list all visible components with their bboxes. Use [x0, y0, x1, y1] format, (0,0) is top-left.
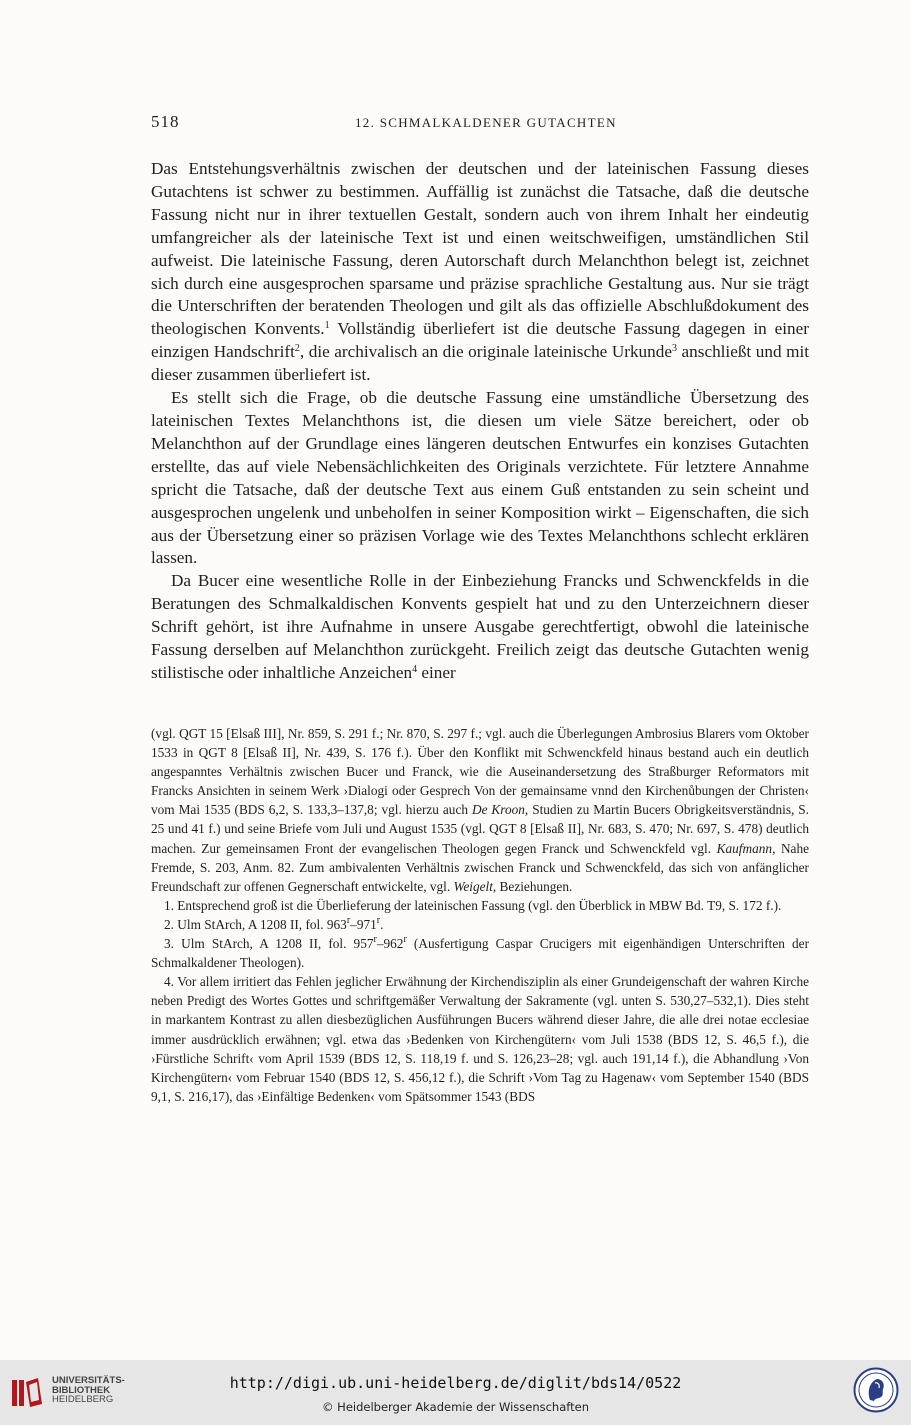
library-name: UNIVERSITÄTS- BIBLIOTHEK HEIDELBERG	[52, 1375, 125, 1405]
paragraph-1: Das Entstehungsverhältnis zwischen der deutschen und der lateinischen Fassung dieses Gutachtens ist schwer zu bestimmen. Auffällig ist zunächst die Tatsache, daß die deutsche Fassung nicht nur in ihrer textuellen Gestalt, sondern auch von ihrem Inhalt her eindeutig umfangreicher als der lateinische Text ist und einen weitschweifigen, umständlichen Stil aufweist. Die lateinische Fassung, deren Autorschaft durch Melanchthon belegt ist, zeichnet sich durch eine ausgesprochen sparsame und präzise sprachliche Gestaltung aus. Nur sie trägt die Unterschriften der beratenden Theologen und gilt als das offizielle Abschlußdokument des theologischen Konvents.$^1$ Vollständig überliefert ist die deutsche Fassung dagegen in einer einzigen Handschrift$^2$, die archivalisch an die originale lateinische Urkunde$^3$ anschließt und mit dieser zusammen überliefert ist.	[151, 159, 810, 385]
permalink-url[interactable]: http://digi.ub.uni-heidelberg.de/diglit/bds14/0522	[229, 1374, 682, 1392]
footnote-1: 1. Entsprechend groß ist die Überlieferung der lateinischen Fassung (vgl. den Überblick in MBW Bd. T9, S. 172 f.).	[164, 897, 782, 913]
copyright-notice: © Heidelberger Akademie der Wissenschaften	[322, 1400, 589, 1414]
academy-seal-icon	[853, 1367, 899, 1413]
footnote-ref-4: 4	[412, 663, 418, 675]
paragraph-3: Da Bucer eine wesentliche Rolle in der Einbeziehung Francks und Schwenckfelds in die Beratungen des Schmalkaldischen Konvents gespielt hat und zu den Unterzeichnern dieser Schrift gehört, ist ihre Aufnahme in unsere Ausgabe gerechtfertigt, obwohl die lateinische Fassung derselben auf Melanchthon zurückgeht. Freilich zeigt das deutsche Gutachten wenig stilistische oder inhaltliche Anzeichen$^4$ einer	[151, 571, 809, 682]
footnote-3: 3. Ulm StArch, A 1208 II, fol. 957$^r$–962$^r$ (Ausfertigung Caspar Crucigers mit eigenhändigen Unterschriften der Schmalkaldener Theologen).	[151, 934, 809, 971]
paragraph-2: Es stellt sich die Frage, ob die deutsche Fassung eine umständliche Übersetzung des lateinischen Textes Melanchthons ist, die diesen um viele Sätze bereichert, oder ob Melanchthon auf der Grundlage eines längeren deutschen Entwurfes ein konzises Gutachten erstellte, das auf viele Nebensächlichkeiten des Originals verzichtete. Für letztere Annahme spricht die Tatsache, daß der deutsche Text aus einem Guß entstanden zu sein scheint und ausgesprochen ungelenk und unbeholfen in seiner Komposition wirkt – Eigenschaften, die sich aus der Übersetzung einer so präzisen Vorlage wie des Textes Melanchthons schlecht erklären lassen.	[151, 388, 809, 568]
footnote-ref-1: 1	[324, 320, 330, 332]
page-number: 518	[151, 112, 180, 131]
footnote-4: 4. Vor allem irritiert das Fehlen jeglicher Erwähnung der Kirchendisziplin als einer Grundeigenschaft der wahren Kirche neben Predigt des Wortes Gottes und schriftgemäßer Verwaltung der Sakramente (vgl. unten S. 530,27–532,1). Dies steht in markantem Kontrast zu allen diesbezüglichen Ausführungen Bucers während dieser Jahre, die alle drei notae ecclesiae immer ausdrücklich erwähnen; vgl. etwa das ›Bedenken von Kirchengütern‹ vom Juli 1538 (BDS 12, S. 46,5 f.), die ›Fürstliche Schrift‹ vom April 1539 (BDS 12, S. 118,19 f. und S. 126,23–28; vgl. auch 191,14 f.), die Abhandlung ›Von Kirchengütern‹ vom Februar 1540 (BDS 12, S. 456,12 f.), die Schrift ›Vom Tag zu Hagenaw‹ vom September 1540 (BDS 9,1, S. 216,17), das ›Einfältige Bedenken‹ vom Spätsommer 1543 (BDS	[151, 974, 809, 1104]
viewer-footer	[0, 1360, 911, 1425]
footnote-ref-2: 2	[294, 343, 300, 355]
main-text	[151, 158, 809, 685]
footnote-2: 2. Ulm StArch, A 1208 II, fol. 963$^r$–971$^r$.	[164, 914, 384, 932]
running-title: 12. SCHMALKALDENER GUTACHTEN	[355, 115, 617, 130]
footnote-continuation: (vgl. QGT 15 [Elsaß III], Nr. 859, S. 291 f.; Nr. 870, S. 297 f.; vgl. auch die Überlegungen Ambrosius Blarers vom Oktober 1533 in QGT 8 [Elsaß II], Nr. 439, S. 176 f.). Über den Konflikt mit Schwenckfeld hinaus bestand auch ein deutlich angespanntes Verhältnis zwischen Bucer und Franck, wie die Auseinandersetzung des Straßburger Reformators mit Francks Ansichten in seinem Werk ›Dialogi oder Gesprech Von der gemainsame vnnd den Kirchenůbungen der Christen‹ vom Mai 1535 (BDS 6,2, S. 133,3–137,8; vgl. hierzu auch De Kroon, Studien zu Martin Bucers Obrigkeitsverständnis, S. 25 und 41 f.) und seine Briefe vom Juli und August 1535 (vgl. QGT 8 [Elsaß II], Nr. 683, S. 470; Nr. 697, S. 478) deutlich machen. Zur gemeinsamen Front der evangelischen Theologen gegen Franck und Schwenckfeld vgl. Kaufmann, Nahe Fremde, S. 203, Anm. 82. Zum ambivalenten Verhältnis zwischen Franck und Schwenckfeld, das sich von anfänglicher Freundschaft zur offenen Gegnerschaft entwickelte, vgl. Weigelt, Beziehungen.	[151, 726, 809, 894]
footnotes	[151, 724, 809, 1106]
footnote-ref-3: 3	[671, 343, 677, 355]
